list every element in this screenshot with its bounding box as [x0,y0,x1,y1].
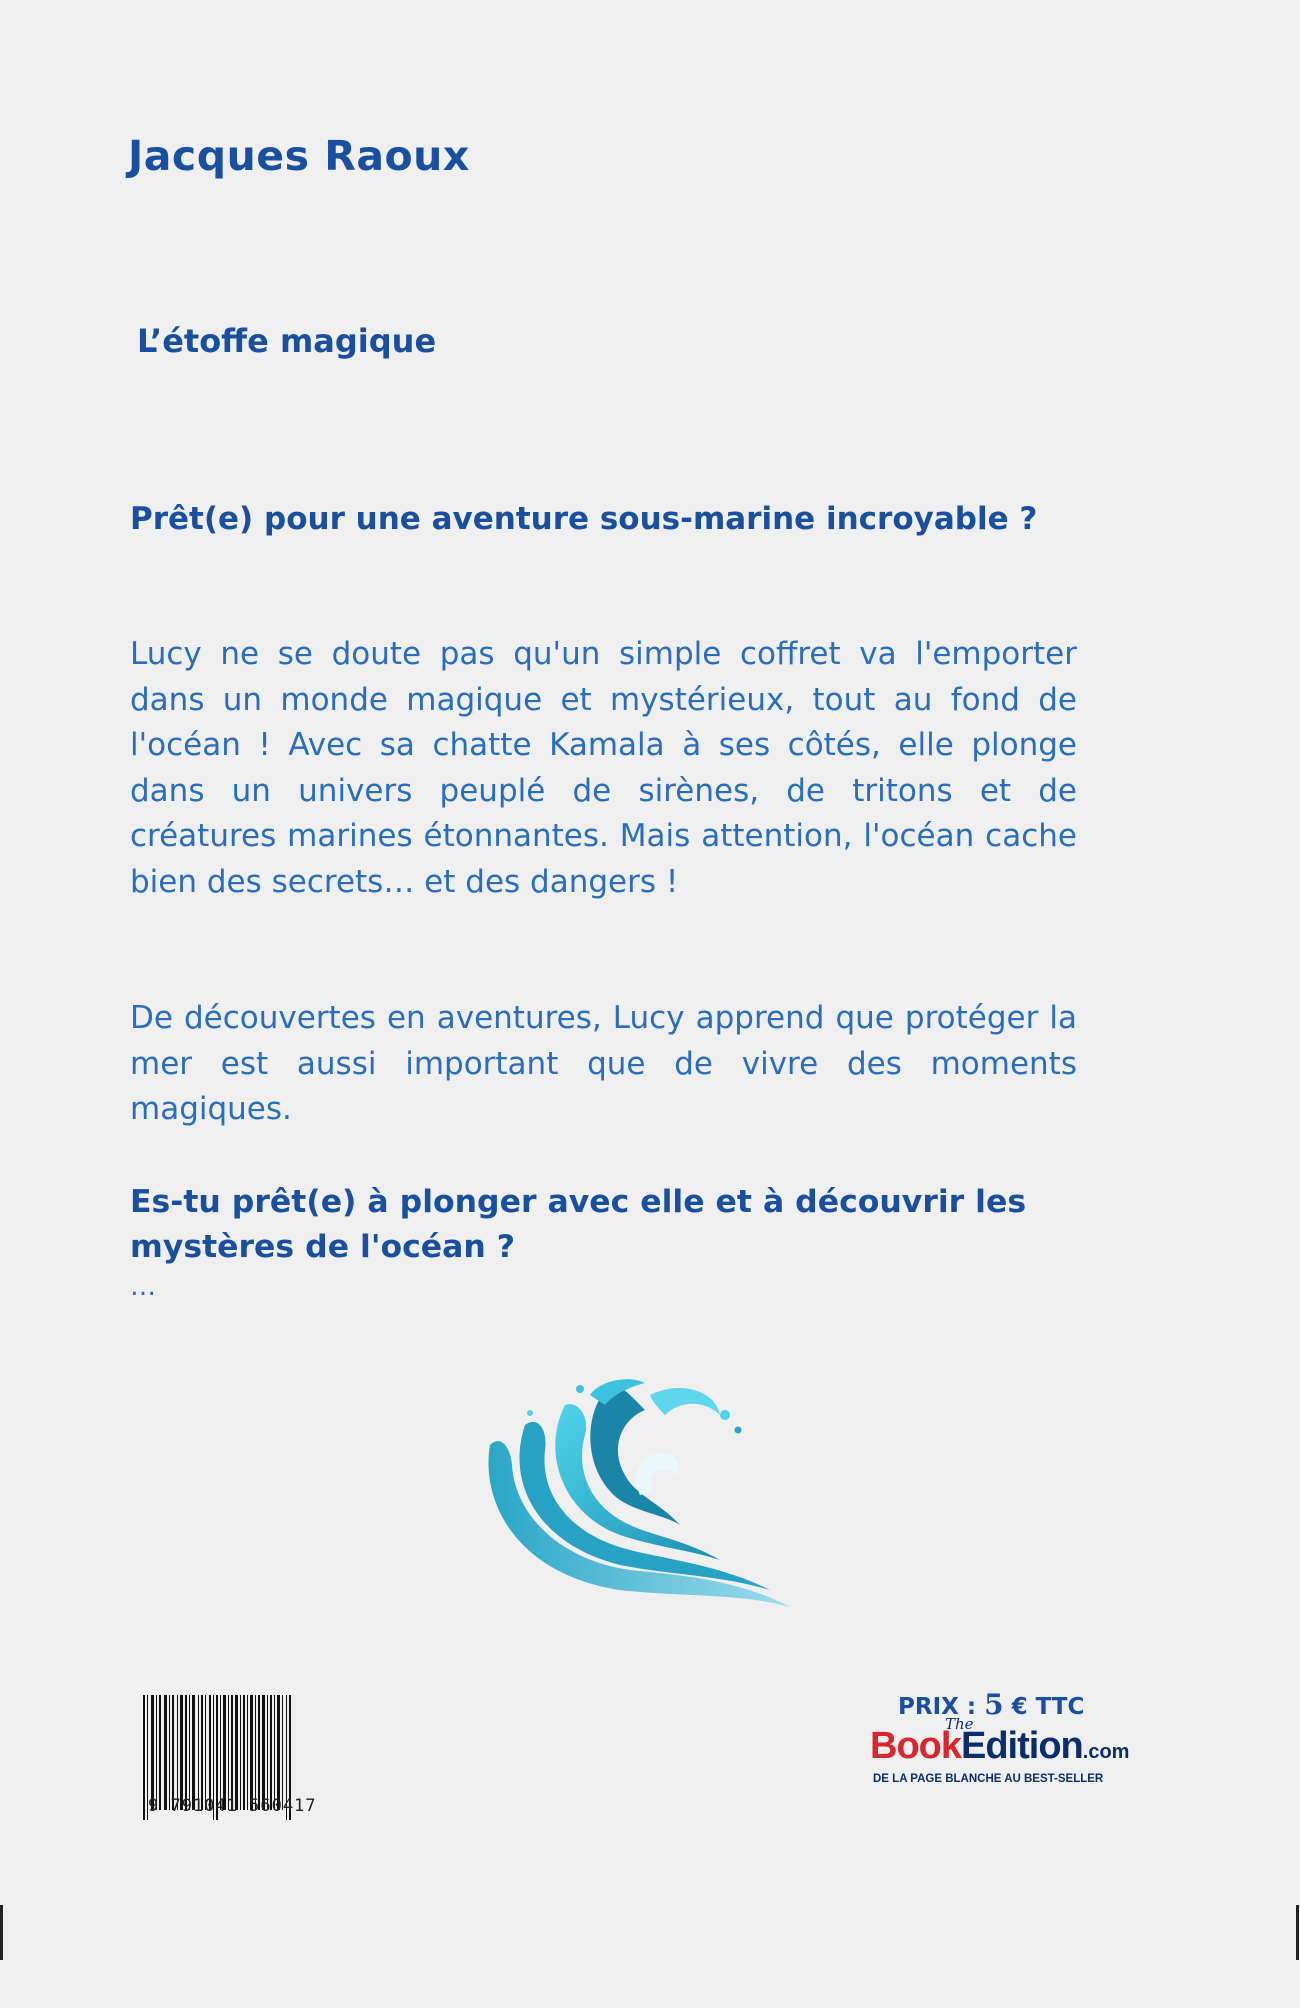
barcode-number: 9 791041 560417 [148,1796,317,1816]
synopsis-paragraph-1: Lucy ne se doute pas qu'un simple coffret va l'emporter dans un monde magique et mystérieux, tout au fond de l'océan ! Avec sa chatte Kamala à ses côtés, elle plonge dans un univers peuplé de sirènes, de tritons et de créatures marines étonnantes. Mais attention, l'océan cache bien des secrets… et des dangers ! [130,636,1077,900]
logo-tagline: DE LA PAGE BLANCHE AU BEST-SELLER [873,1773,1104,1785]
logo-the: The [945,1715,974,1733]
author-name: Jacques Raoux [128,132,470,180]
price-suffix: € TTC [1003,1694,1085,1720]
closing-question: Es-tu prêt(e) à plonger avec elle et à découvrir les mystères de l'océan ? [130,1184,1027,1265]
price-prefix: PRIX : [898,1694,985,1720]
logo-com: .com [1082,1741,1130,1763]
book-title: L’étoffe magique [137,322,437,360]
logo-edition: Edition [961,1725,1083,1767]
logo-wordmark [870,1725,1129,1768]
crop-mark-left [0,1905,3,1960]
price-amount: 5 [984,1688,1004,1721]
wave-icon [470,1375,800,1610]
hook-heading: Prêt(e) pour une aventure sous-marine incroyable ? [130,501,1038,537]
publisher-logo [870,1715,1145,1813]
synopsis-paragraph-2: De découvertes en aventures, Lucy apprend que protéger la mer est aussi important que de vivre des moments magiques. [130,1000,1077,1127]
logo-book: Book [870,1725,961,1767]
crop-mark-right [1296,1905,1299,1960]
ellipsis: … [130,1272,156,1302]
